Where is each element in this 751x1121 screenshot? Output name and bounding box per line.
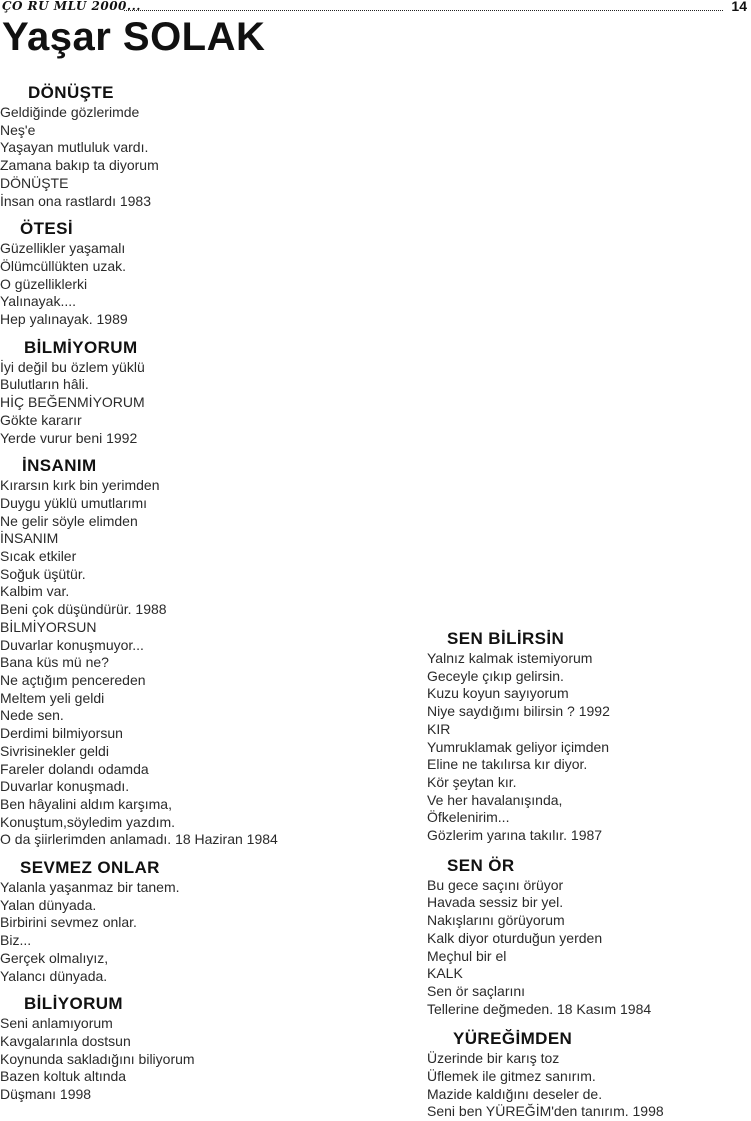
poem-line: Niye saydığımı bilirsin ? 1992 bbox=[427, 703, 610, 720]
poem-line: Hep yalınayak. 1989 bbox=[0, 311, 128, 328]
poem-line: Bana küs mü ne? bbox=[0, 654, 109, 671]
poem-line: Ne açtığım pencereden bbox=[0, 671, 146, 688]
poem-line: Soğuk üşütür. bbox=[0, 565, 86, 582]
poem-line: Bu gece saçını örüyor bbox=[427, 876, 564, 893]
poem-line: Kavgalarınla dostsun bbox=[0, 1032, 131, 1049]
poem-line: Gerçek olmalıyız, bbox=[0, 949, 109, 966]
poem-line: Kör şeytan kır. bbox=[427, 773, 517, 790]
left-column bbox=[0, 74, 420, 1104]
poem-line: Yalanla yaşanmaz bir tanem. bbox=[0, 879, 180, 896]
poem-title: SEN ÖR bbox=[447, 855, 515, 875]
poem-line: Meçhul bir el bbox=[427, 947, 507, 964]
poem-line: HİÇ BEĞENMİYORUM bbox=[0, 394, 145, 411]
poem-line: İNSANIM bbox=[0, 530, 59, 547]
poem-block bbox=[0, 455, 420, 849]
poem-line: Kalbim var. bbox=[0, 583, 70, 600]
poem-block bbox=[0, 82, 420, 210]
poem-line: Ben hâyalini aldım karşıma, bbox=[0, 795, 172, 812]
poem-line: Nakışlarını görüyorum bbox=[427, 912, 565, 929]
poem-line: Yalnız kalmak istemiyorum bbox=[427, 650, 593, 666]
poem-line: Öfkelenirim... bbox=[427, 809, 510, 826]
poem-line: Üzerinde bir karış toz bbox=[427, 1050, 560, 1067]
poem-line: Yaşayan mutluluk vardı. bbox=[0, 139, 149, 156]
poem-line: Nede sen. bbox=[0, 707, 64, 724]
poem-line: Sen ör saçlarını bbox=[427, 982, 526, 999]
poem-line: Birbirini sevmez onlar. bbox=[0, 914, 137, 931]
poem-line: Geldiğinde gözlerimde bbox=[0, 104, 140, 120]
poem-lines bbox=[427, 650, 749, 845]
poem-line: Üflemek ile gitmez sanırım. bbox=[427, 1068, 596, 1085]
poem-line: DÖNÜŞTE bbox=[0, 174, 69, 191]
poem-lines bbox=[0, 359, 420, 448]
poem-line: Kuzu koyun sayıyorum bbox=[427, 685, 569, 702]
poem-lines bbox=[427, 1050, 749, 1121]
poem-line: Eline ne takılırsa kır diyor. bbox=[427, 756, 588, 773]
poem-line: Meltem yeli geldi bbox=[0, 689, 105, 706]
poem-line: Mazide kaldığını deseler de. bbox=[427, 1085, 603, 1102]
poem-line: Ne gelir söyle elimden bbox=[0, 512, 138, 529]
poem-line: Biz... bbox=[0, 932, 32, 949]
poem-line: Bazen koltuk altında bbox=[0, 1068, 127, 1085]
poem-line: Sıcak etkiler bbox=[0, 548, 77, 565]
poem-block bbox=[0, 857, 420, 985]
running-title: ÇO RU MLU 2000... bbox=[2, 0, 141, 13]
poem-lines bbox=[0, 879, 420, 985]
poem-title: SEN BİLİRSİN bbox=[447, 629, 565, 648]
poem-line: Konuştum,söyledim yazdım. bbox=[0, 813, 176, 830]
right-column bbox=[427, 620, 749, 1121]
poem-title: BİLMİYORUM bbox=[24, 337, 138, 357]
poem-line: O güzelliklerki bbox=[0, 275, 88, 292]
poem-line: Fareler dolandı odamda bbox=[0, 760, 149, 777]
poem-line: Zamana bakıp ta diyorum bbox=[0, 157, 159, 174]
poem-line: Bulutların hâli. bbox=[0, 376, 89, 393]
poem-line: Seni ben YÜREĞİM'den tanırım. 1998 bbox=[427, 1103, 664, 1120]
poem-line: Gözlerim yarına takılır. 1987 bbox=[427, 827, 603, 844]
poem-line: Gökte kararır bbox=[0, 411, 82, 428]
poem-line: İnsan ona rastlardı 1983 bbox=[0, 192, 151, 209]
poem-line: Havada sessiz bir yel. bbox=[427, 894, 564, 911]
poem-line: BİLMİYORSUN bbox=[0, 618, 97, 635]
poem-title: İNSANIM bbox=[22, 456, 97, 476]
poem-title: BİLİYORUM bbox=[24, 994, 123, 1014]
poem-title: ÖTESİ bbox=[20, 219, 74, 239]
poem-line: Yalan dünyada. bbox=[0, 896, 97, 913]
poem-block bbox=[0, 218, 420, 329]
poem-line: Düşmanı 1998 bbox=[0, 1086, 92, 1103]
poem-line: Sivrisinekler geldi bbox=[0, 742, 109, 759]
poem-line: Yumruklamak geliyor içimden bbox=[427, 738, 610, 755]
poem-block bbox=[427, 628, 749, 845]
poem-line: Seni anlamıyorum bbox=[0, 1015, 113, 1032]
poem-line: Koynunda sakladığını biliyorum bbox=[0, 1050, 195, 1067]
poem-lines bbox=[0, 1015, 420, 1104]
poem-title: SEVMEZ ONLAR bbox=[20, 858, 160, 878]
poem-title: YÜREĞİMDEN bbox=[453, 1029, 573, 1049]
poem-line: Derdimi bilmiyorsun bbox=[0, 725, 123, 742]
poem-line: Kalk diyor oturduğun yerden bbox=[427, 929, 603, 946]
poem-line: İyi değil bu özlem yüklü bbox=[0, 358, 145, 375]
poem-line: Duygu yüklü umutlarımı bbox=[0, 494, 148, 511]
poem-line: Neş'e bbox=[0, 121, 36, 138]
poem-line: Yerde vurur beni 1992 bbox=[0, 429, 138, 446]
poem-lines bbox=[0, 477, 420, 849]
poem-lines bbox=[0, 240, 420, 329]
poem-line: KALK bbox=[427, 965, 463, 982]
poem-line: Duvarlar konuşmuyor... bbox=[0, 636, 144, 653]
poem-line: KIR bbox=[427, 720, 451, 737]
poem-line: Tellerine değmeden. 18 Kasım 1984 bbox=[427, 1000, 652, 1017]
poem-line: Beni çok düşündürür. 1988 bbox=[0, 601, 167, 618]
poem-line: Ve her havalanışında, bbox=[427, 791, 563, 808]
poem-line: Kırarsın kırk bin yerimden bbox=[0, 477, 160, 494]
author-name: Yaşar SOLAK bbox=[2, 15, 266, 59]
poem-title: DÖNÜŞTE bbox=[28, 83, 114, 102]
poem-line: Ölümcüllükten uzak. bbox=[0, 257, 127, 274]
poem-line: Yalınayak.... bbox=[0, 293, 77, 310]
poem-block bbox=[0, 993, 420, 1104]
poem-lines bbox=[427, 877, 749, 1019]
page-number: 14 bbox=[731, 0, 747, 14]
header-dotted-leader bbox=[124, 10, 723, 11]
poem-lines bbox=[0, 104, 420, 210]
poem-line: Güzellikler yaşamalı bbox=[0, 240, 126, 257]
poem-line: Yalancı dünyada. bbox=[0, 967, 108, 984]
poem-block bbox=[0, 337, 420, 448]
poem-block bbox=[427, 855, 749, 1019]
poem-block bbox=[427, 1028, 749, 1121]
poem-line: O da şiirlerimden anlamadı. 18 Haziran 1984 bbox=[0, 831, 278, 848]
poem-line: Duvarlar konuşmadı. bbox=[0, 778, 130, 795]
poem-line: Geceyle çıkıp gelirsin. bbox=[427, 667, 564, 684]
